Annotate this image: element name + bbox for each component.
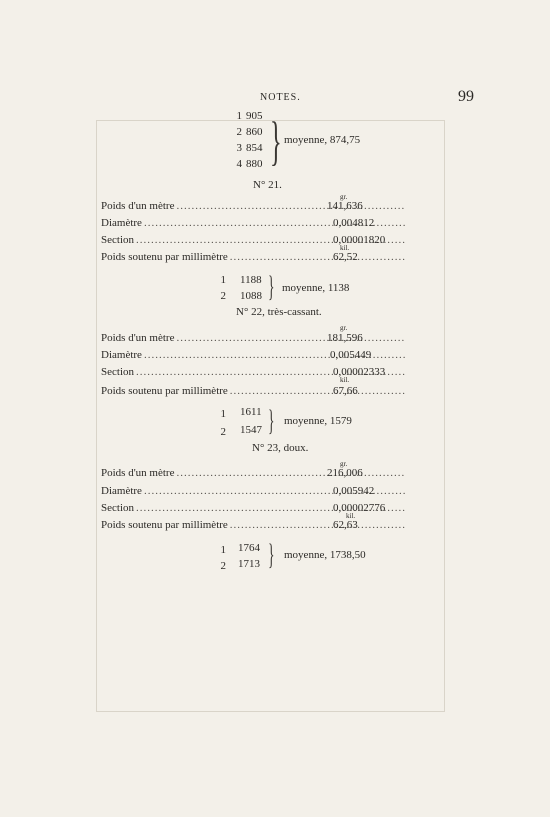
test-number: 1: [220, 408, 226, 420]
test-number: 1: [220, 544, 226, 556]
test-value: 1713: [238, 558, 260, 570]
test-number: 2: [220, 426, 226, 438]
row-value: 216,006: [327, 467, 363, 479]
test-number: 2: [220, 290, 226, 302]
test-value: 880: [246, 158, 263, 170]
unit-label: gr.: [340, 324, 348, 332]
data-row: [101, 519, 407, 531]
data-row: [101, 251, 407, 263]
test-value: 1764: [238, 542, 260, 554]
moyenne-label: moyenne, 1738,50: [284, 549, 366, 561]
moyenne-label: moyenne, 874,75: [284, 134, 361, 146]
unit-label: gr.: [340, 460, 348, 468]
row-value: 0,00002776: [333, 502, 386, 514]
row-label: Diamètre: [101, 217, 142, 229]
test-value: 1611: [240, 406, 262, 418]
row-value: 0,00002333: [333, 366, 386, 378]
test-value: 1188: [240, 274, 262, 286]
test-value: 854: [246, 142, 263, 154]
moyenne-label: moyenne, 1579: [284, 415, 352, 427]
row-label: Poids d'un mètre: [101, 200, 175, 212]
section-heading: N° 22, très-cassant.: [236, 306, 322, 318]
row-label: Poids soutenu par millimètre: [101, 251, 228, 263]
row-label: Diamètre: [101, 485, 142, 497]
test-number: 2: [236, 126, 242, 138]
brace-icon: }: [270, 111, 282, 171]
brace-icon: }: [268, 270, 275, 303]
test-value: 905: [246, 110, 263, 122]
row-label: Poids d'un mètre: [101, 467, 175, 479]
unit-label: gr.: [340, 193, 348, 201]
data-row: [101, 385, 407, 397]
row-label: Section: [101, 366, 134, 378]
test-value: 1547: [240, 424, 262, 436]
section-heading: N° 21.: [253, 179, 282, 191]
test-value: 860: [246, 126, 263, 138]
row-value: 141,636: [327, 200, 363, 212]
row-value: 67,66: [333, 385, 358, 397]
unit-label: kil.: [340, 244, 350, 252]
test-number: 2: [220, 560, 226, 572]
row-value: 181,596: [327, 332, 363, 344]
row-label: Poids d'un mètre: [101, 332, 175, 344]
unit-label: kil.: [340, 376, 350, 384]
unit-label: kil.: [346, 512, 356, 520]
test-number: 3: [236, 142, 242, 154]
row-label: Section: [101, 234, 134, 246]
brace-icon: }: [268, 538, 275, 571]
test-number: 1: [220, 274, 226, 286]
brace-icon: }: [268, 404, 275, 437]
row-label: Diamètre: [101, 349, 142, 361]
page-number: 99: [458, 88, 474, 105]
row-label: Section: [101, 502, 134, 514]
row-value: 62,63: [333, 519, 358, 531]
section-heading: N° 23, doux.: [252, 442, 309, 454]
moyenne-label: moyenne, 1138: [282, 282, 350, 294]
row-label: Poids soutenu par millimètre: [101, 519, 228, 531]
row-value: 0,005449: [330, 349, 372, 361]
running-title: NOTES.: [260, 92, 301, 103]
row-label: Poids soutenu par millimètre: [101, 385, 228, 397]
test-number: 1: [236, 110, 242, 122]
test-value: 1088: [240, 290, 262, 302]
row-value: 0,005942: [333, 485, 375, 497]
row-value: 0,00001820: [333, 234, 386, 246]
row-value: 62,52: [333, 251, 358, 263]
row-value: 0,004812: [333, 217, 375, 229]
test-number: 4: [236, 158, 242, 170]
